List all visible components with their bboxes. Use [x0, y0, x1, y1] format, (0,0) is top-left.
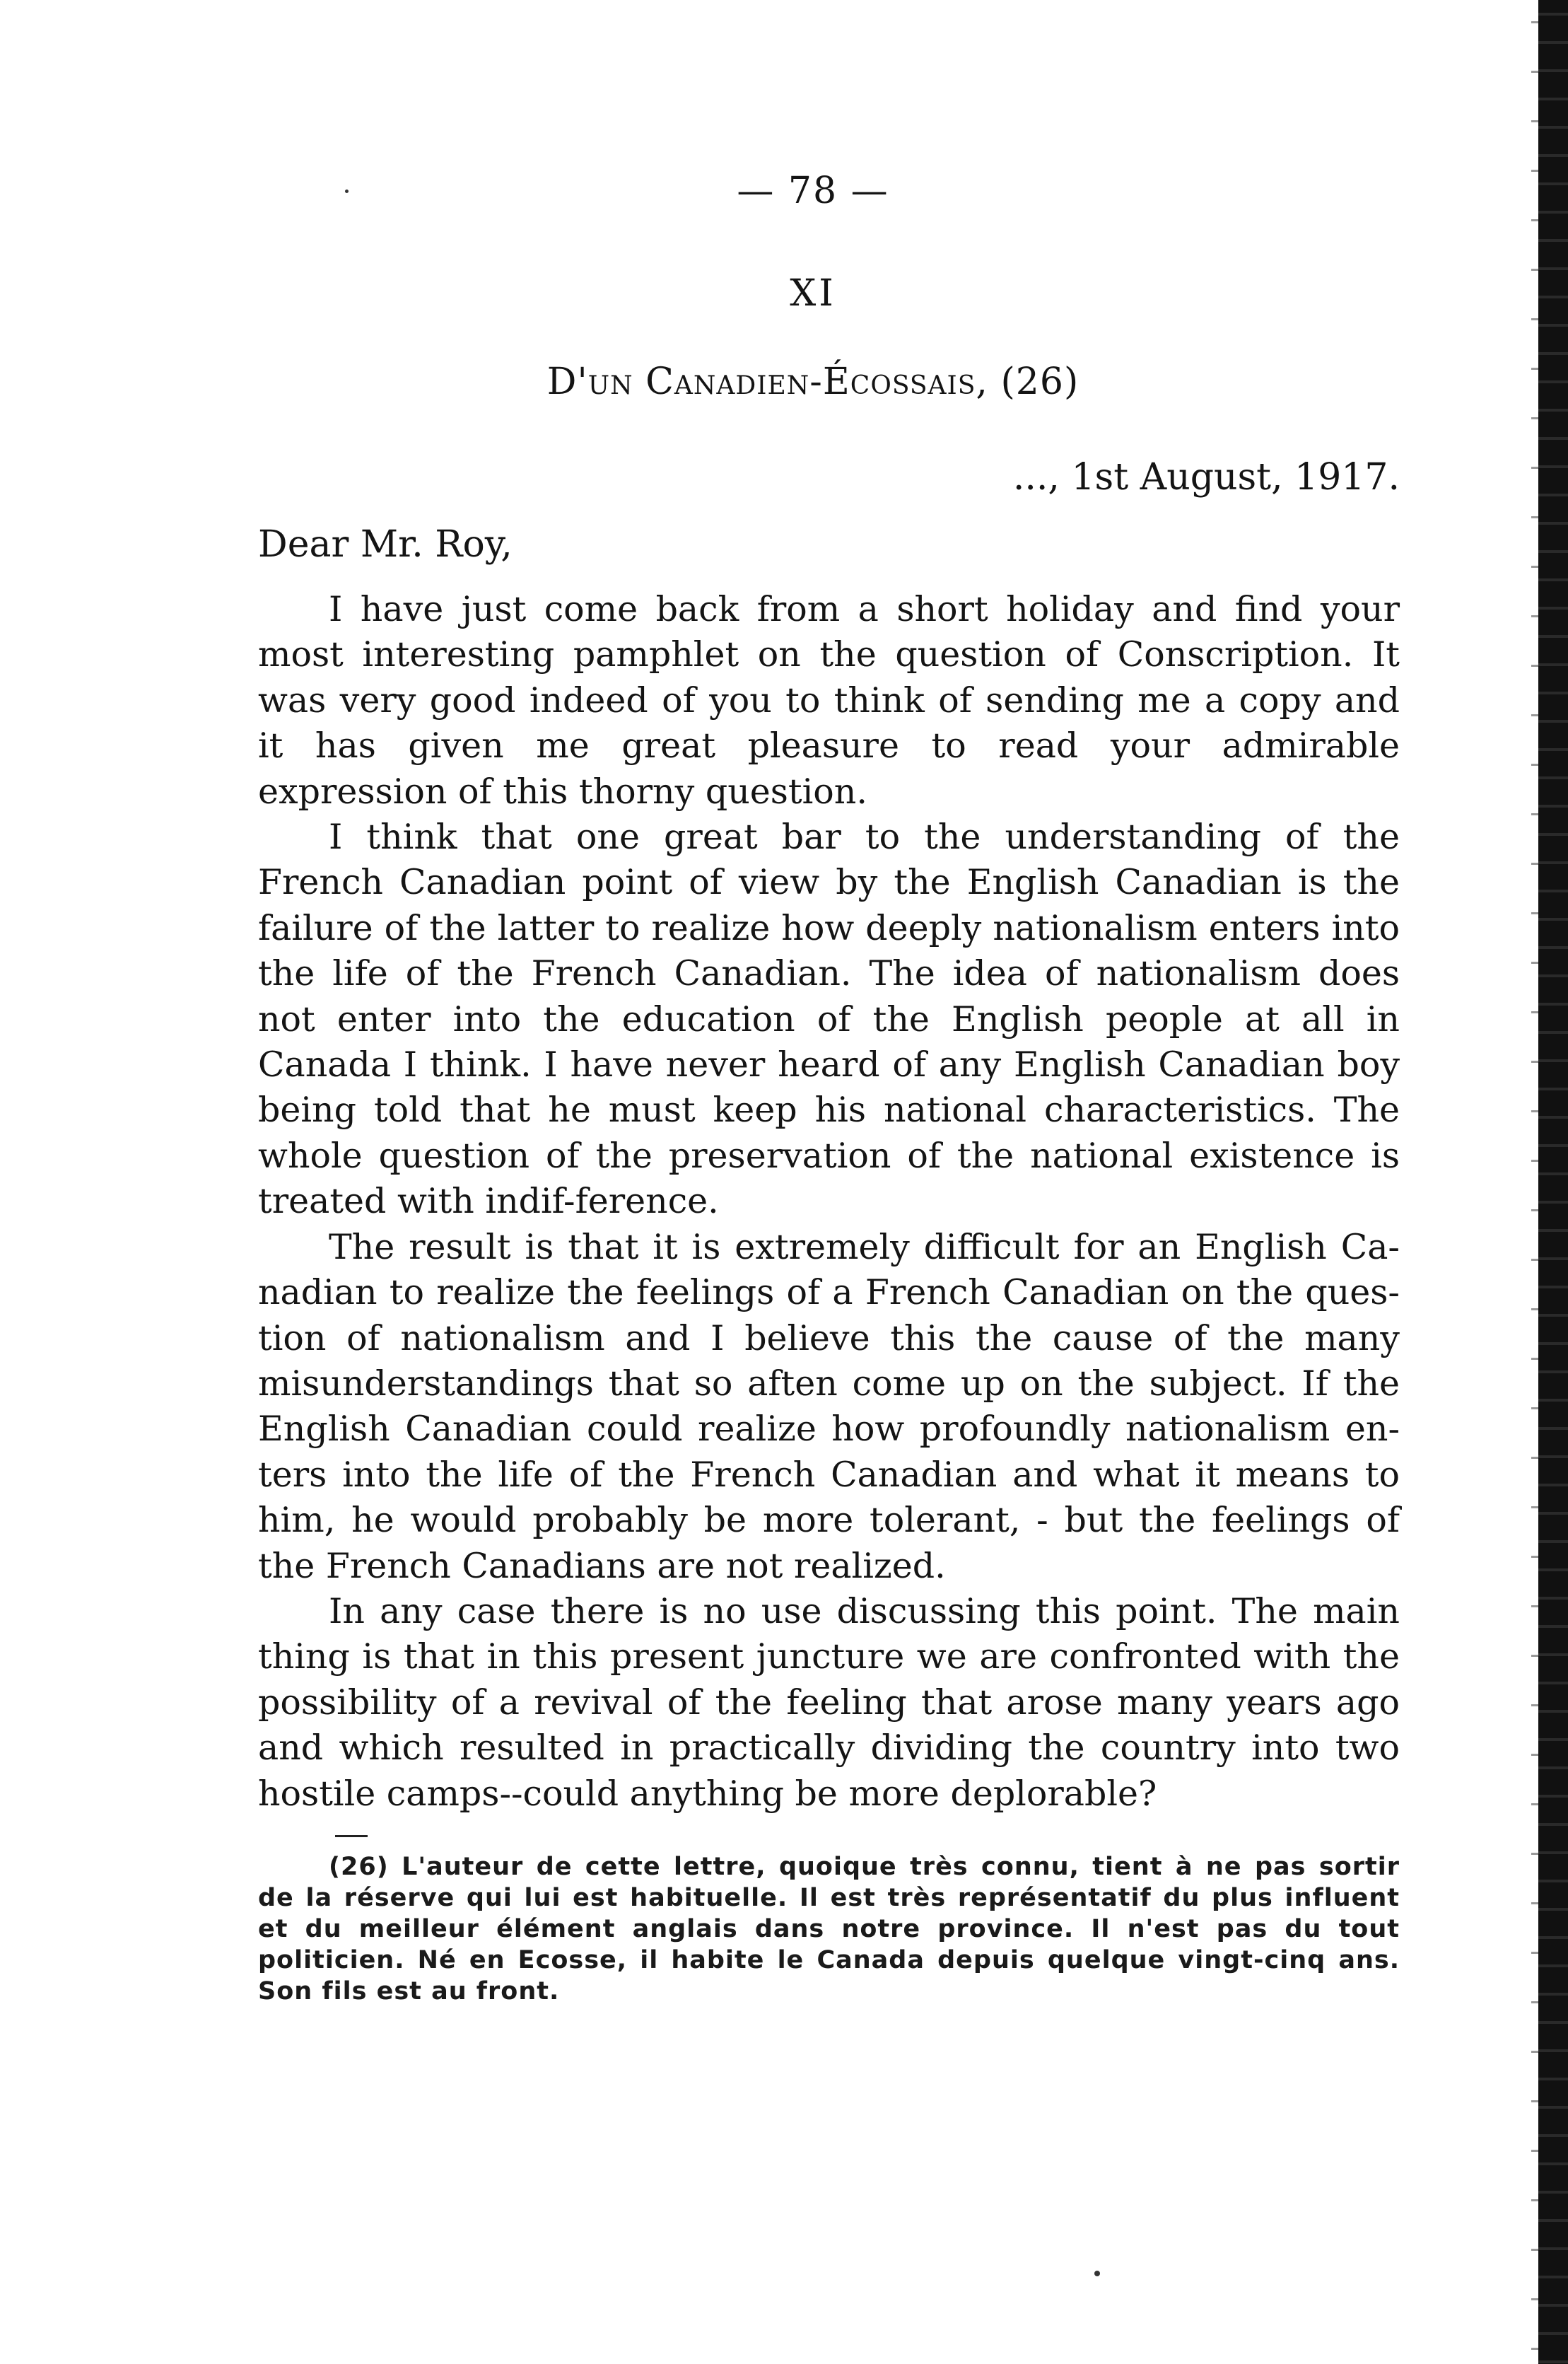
- scan-speck: [1094, 2271, 1100, 2276]
- scan-speck: [345, 190, 349, 193]
- letter-salutation: Dear Mr. Roy,: [258, 523, 513, 566]
- letter-dateline: ..., 1st August, 1917.: [1012, 456, 1400, 499]
- chapter-number: XI: [790, 272, 836, 315]
- scan-edge-bar: [1538, 0, 1568, 2364]
- footnote-rule: [335, 1835, 368, 1837]
- body-paragraph: In any case there is no use discussing this point. The main thing is that in this present juncture we are confronted with the possibility of a revival of the feeling that arose many years ago and which resulted in practically dividing the country into two hostile camps--could anything be more deplorable?: [258, 1590, 1400, 1814]
- body-paragraph: The result is that it is extremely difficult for an English Ca-nadian to realize the feelings of a French Canadian on the ques-tion of nationalism and I believe this the cause of the many misunderstandings that so aften come up on the subject. If the English Canadian could realize how profoundly nationalism en-ters into the life of the French Canadian and what it means to him, he would probably be more tolerant, - but the feelings of the French Canadians are not realized.: [258, 1226, 1400, 1586]
- letter-body: [258, 587, 1400, 1817]
- page-number: — 78 —: [737, 170, 889, 212]
- footnote: (26) L'auteur de cette lettre, quoique très connu, tient à ne pas sortir de la réserve qui lui est habituelle. Il est très représentatif du plus influent et du meilleur élément anglais dans notre province. Il n'est pas du tout politicien. Né en Ecosse, il habite le Canada depuis quelque vingt-cinq ans. Son fils est au front.: [258, 1853, 1400, 2005]
- body-paragraph: I think that one great bar to the understanding of the French Canadian point of view by the English Canadian is the failure of the latter to realize how deeply nationalism enters into the life of the French Canadian. The idea of nationalism does not enter into the education of the English people at all in Canada I think. I have never heard of any English Canadian boy being told that he must keep his national characteristics. The whole question of the preservation of the national existence is treated with indif-ference.: [258, 817, 1400, 1222]
- body-paragraph: I have just come back from a short holiday and find your most interesting pamphlet on the question of Conscription. It was very good indeed of you to think of sending me a copy and it has given me great pleasure to read your admirable expression of this thorny question.: [258, 589, 1400, 812]
- letter-title: D'un Canadien-Écossais, (26): [546, 361, 1080, 403]
